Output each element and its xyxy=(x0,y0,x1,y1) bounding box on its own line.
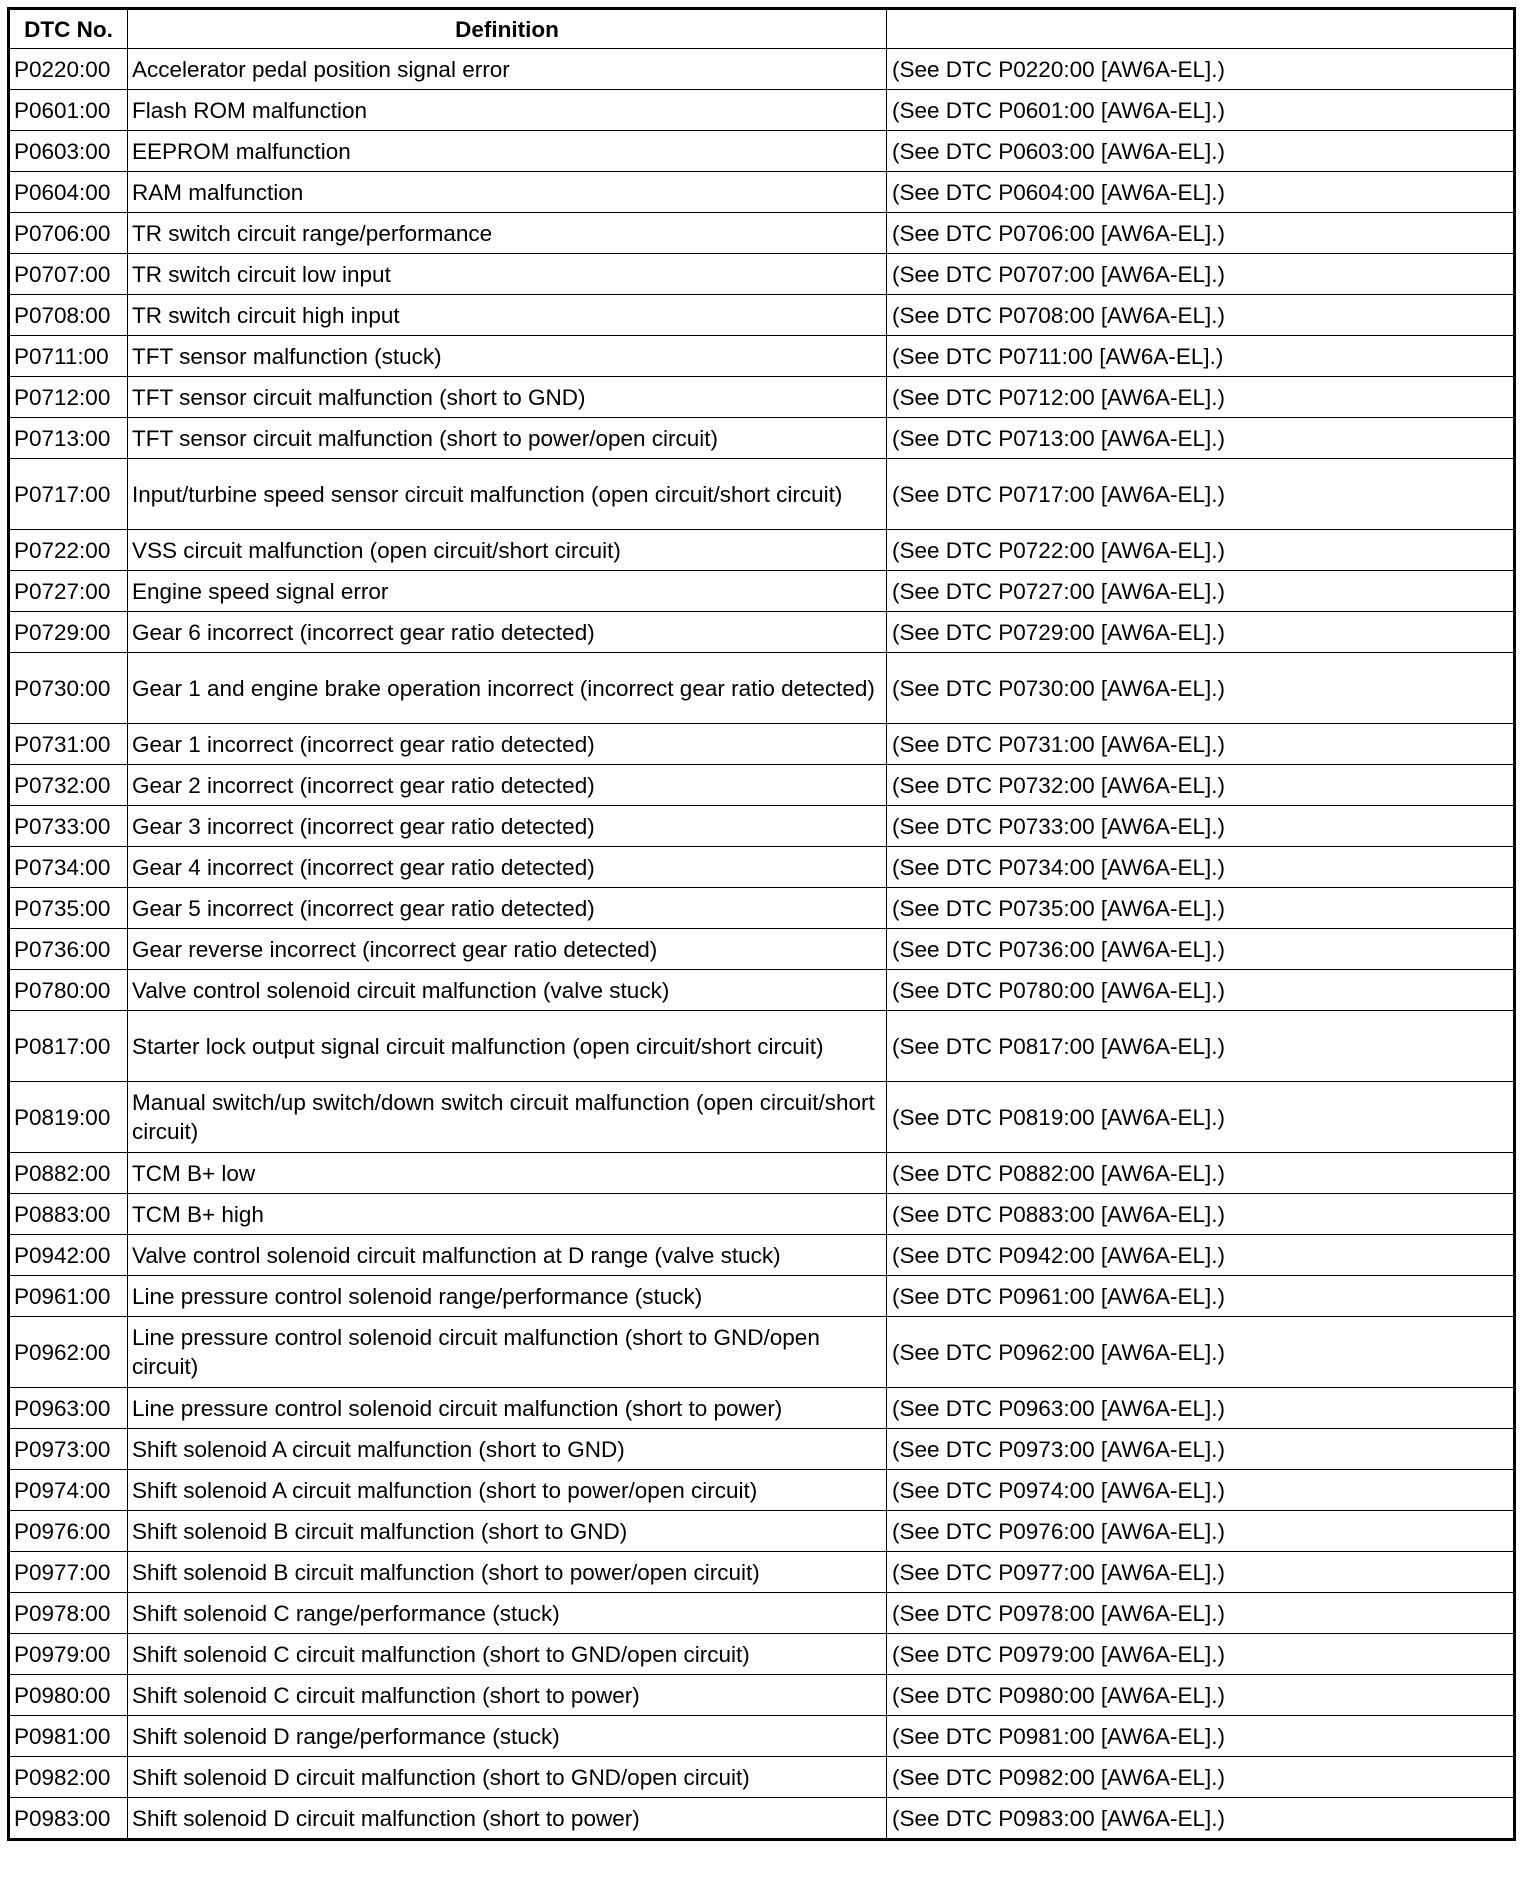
dtc-code-cell: P0220:00 xyxy=(9,49,128,90)
dtc-reference-cell: (See DTC P0603:00 [AW6A-EL].) xyxy=(887,131,1515,172)
dtc-definition-cell: Shift solenoid C range/performance (stuck) xyxy=(128,1593,887,1634)
dtc-definition-cell: Flash ROM malfunction xyxy=(128,90,887,131)
dtc-code-cell: P0882:00 xyxy=(9,1153,128,1194)
dtc-code-cell: P0601:00 xyxy=(9,90,128,131)
dtc-reference-cell: (See DTC P0713:00 [AW6A-EL].) xyxy=(887,418,1515,459)
dtc-definition-cell: Gear reverse incorrect (incorrect gear ratio detected) xyxy=(128,929,887,970)
table-row xyxy=(9,1716,1515,1757)
table-row xyxy=(9,90,1515,131)
dtc-reference-cell: (See DTC P0817:00 [AW6A-EL].) xyxy=(887,1011,1515,1082)
dtc-definition-cell: EEPROM malfunction xyxy=(128,131,887,172)
dtc-definition-cell: Valve control solenoid circuit malfunction (valve stuck) xyxy=(128,970,887,1011)
table-row xyxy=(9,1388,1515,1429)
dtc-definition-cell: Shift solenoid D range/performance (stuck) xyxy=(128,1716,887,1757)
dtc-code-cell: P0963:00 xyxy=(9,1388,128,1429)
dtc-reference-cell: (See DTC P0220:00 [AW6A-EL].) xyxy=(887,49,1515,90)
dtc-code-cell: P0736:00 xyxy=(9,929,128,970)
table-row xyxy=(9,1276,1515,1317)
table-row xyxy=(9,459,1515,530)
table-body xyxy=(9,49,1515,1840)
table-row xyxy=(9,1153,1515,1194)
dtc-reference-cell: (See DTC P0727:00 [AW6A-EL].) xyxy=(887,571,1515,612)
dtc-reference-cell: (See DTC P0731:00 [AW6A-EL].) xyxy=(887,724,1515,765)
dtc-definition-cell: RAM malfunction xyxy=(128,172,887,213)
dtc-reference-cell: (See DTC P0974:00 [AW6A-EL].) xyxy=(887,1470,1515,1511)
dtc-definition-cell: Shift solenoid C circuit malfunction (short to power) xyxy=(128,1675,887,1716)
dtc-code-cell: P0977:00 xyxy=(9,1552,128,1593)
dtc-definition-cell: Gear 4 incorrect (incorrect gear ratio detected) xyxy=(128,847,887,888)
dtc-code-cell: P0707:00 xyxy=(9,254,128,295)
dtc-code-cell: P0817:00 xyxy=(9,1011,128,1082)
dtc-code-cell: P0734:00 xyxy=(9,847,128,888)
table-row xyxy=(9,1194,1515,1235)
dtc-reference-cell: (See DTC P0729:00 [AW6A-EL].) xyxy=(887,612,1515,653)
dtc-definition-cell: Shift solenoid C circuit malfunction (short to GND/open circuit) xyxy=(128,1634,887,1675)
dtc-reference-cell: (See DTC P0981:00 [AW6A-EL].) xyxy=(887,1716,1515,1757)
table-row xyxy=(9,1675,1515,1716)
header-row xyxy=(9,9,1515,49)
table-row xyxy=(9,653,1515,724)
dtc-code-cell: P0978:00 xyxy=(9,1593,128,1634)
table-row xyxy=(9,49,1515,90)
dtc-code-cell: P0983:00 xyxy=(9,1798,128,1840)
dtc-reference-cell: (See DTC P0708:00 [AW6A-EL].) xyxy=(887,295,1515,336)
dtc-reference-cell: (See DTC P0734:00 [AW6A-EL].) xyxy=(887,847,1515,888)
header-reference xyxy=(887,9,1515,49)
dtc-reference-cell: (See DTC P0961:00 [AW6A-EL].) xyxy=(887,1276,1515,1317)
dtc-code-cell: P0733:00 xyxy=(9,806,128,847)
dtc-code-cell: P0730:00 xyxy=(9,653,128,724)
dtc-reference-cell: (See DTC P0722:00 [AW6A-EL].) xyxy=(887,530,1515,571)
table-row xyxy=(9,724,1515,765)
dtc-definition-cell: TFT sensor circuit malfunction (short to power/open circuit) xyxy=(128,418,887,459)
table-row xyxy=(9,254,1515,295)
dtc-code-cell: P0732:00 xyxy=(9,765,128,806)
dtc-code-cell: P0603:00 xyxy=(9,131,128,172)
table-row xyxy=(9,295,1515,336)
dtc-table xyxy=(7,7,1516,1841)
table-row xyxy=(9,847,1515,888)
table-row xyxy=(9,213,1515,254)
dtc-code-cell: P0712:00 xyxy=(9,377,128,418)
dtc-definition-cell: Shift solenoid A circuit malfunction (short to power/open circuit) xyxy=(128,1470,887,1511)
table-row xyxy=(9,1082,1515,1153)
dtc-definition-cell: Gear 5 incorrect (incorrect gear ratio detected) xyxy=(128,888,887,929)
dtc-reference-cell: (See DTC P0982:00 [AW6A-EL].) xyxy=(887,1757,1515,1798)
table-row xyxy=(9,612,1515,653)
dtc-reference-cell: (See DTC P0735:00 [AW6A-EL].) xyxy=(887,888,1515,929)
dtc-reference-cell: (See DTC P0706:00 [AW6A-EL].) xyxy=(887,213,1515,254)
dtc-definition-cell: TCM B+ high xyxy=(128,1194,887,1235)
dtc-definition-cell: Line pressure control solenoid circuit malfunction (short to power) xyxy=(128,1388,887,1429)
dtc-reference-cell: (See DTC P0963:00 [AW6A-EL].) xyxy=(887,1388,1515,1429)
dtc-code-cell: P0974:00 xyxy=(9,1470,128,1511)
dtc-reference-cell: (See DTC P0712:00 [AW6A-EL].) xyxy=(887,377,1515,418)
dtc-code-cell: P0973:00 xyxy=(9,1429,128,1470)
table-row xyxy=(9,1634,1515,1675)
dtc-reference-cell: (See DTC P0942:00 [AW6A-EL].) xyxy=(887,1235,1515,1276)
dtc-reference-cell: (See DTC P0604:00 [AW6A-EL].) xyxy=(887,172,1515,213)
dtc-reference-cell: (See DTC P0980:00 [AW6A-EL].) xyxy=(887,1675,1515,1716)
table-row xyxy=(9,418,1515,459)
table-row xyxy=(9,1552,1515,1593)
dtc-code-cell: P0780:00 xyxy=(9,970,128,1011)
dtc-definition-cell: TCM B+ low xyxy=(128,1153,887,1194)
table-row xyxy=(9,1011,1515,1082)
dtc-reference-cell: (See DTC P0711:00 [AW6A-EL].) xyxy=(887,336,1515,377)
dtc-definition-cell: VSS circuit malfunction (open circuit/short circuit) xyxy=(128,530,887,571)
table-row xyxy=(9,929,1515,970)
dtc-code-cell: P0981:00 xyxy=(9,1716,128,1757)
dtc-definition-cell: Line pressure control solenoid range/performance (stuck) xyxy=(128,1276,887,1317)
dtc-definition-cell: Shift solenoid D circuit malfunction (short to power) xyxy=(128,1798,887,1840)
dtc-code-cell: P0729:00 xyxy=(9,612,128,653)
dtc-definition-cell: Shift solenoid A circuit malfunction (short to GND) xyxy=(128,1429,887,1470)
table-header xyxy=(9,9,1515,49)
table-row xyxy=(9,888,1515,929)
table-row xyxy=(9,1757,1515,1798)
dtc-reference-cell: (See DTC P0977:00 [AW6A-EL].) xyxy=(887,1552,1515,1593)
dtc-definition-cell: Shift solenoid B circuit malfunction (short to power/open circuit) xyxy=(128,1552,887,1593)
dtc-reference-cell: (See DTC P0730:00 [AW6A-EL].) xyxy=(887,653,1515,724)
dtc-reference-cell: (See DTC P0707:00 [AW6A-EL].) xyxy=(887,254,1515,295)
dtc-code-cell: P0706:00 xyxy=(9,213,128,254)
dtc-definition-cell: Manual switch/up switch/down switch circuit malfunction (open circuit/short circuit) xyxy=(128,1082,887,1153)
dtc-code-cell: P0731:00 xyxy=(9,724,128,765)
header-dtc-no: DTC No. xyxy=(9,9,128,49)
dtc-reference-cell: (See DTC P0983:00 [AW6A-EL].) xyxy=(887,1798,1515,1840)
dtc-reference-cell: (See DTC P0978:00 [AW6A-EL].) xyxy=(887,1593,1515,1634)
dtc-code-cell: P0883:00 xyxy=(9,1194,128,1235)
dtc-code-cell: P0604:00 xyxy=(9,172,128,213)
dtc-reference-cell: (See DTC P0601:00 [AW6A-EL].) xyxy=(887,90,1515,131)
dtc-code-cell: P0717:00 xyxy=(9,459,128,530)
dtc-code-cell: P0727:00 xyxy=(9,571,128,612)
dtc-reference-cell: (See DTC P0733:00 [AW6A-EL].) xyxy=(887,806,1515,847)
table-row xyxy=(9,530,1515,571)
dtc-definition-cell: Starter lock output signal circuit malfunction (open circuit/short circuit) xyxy=(128,1011,887,1082)
dtc-definition-cell: Valve control solenoid circuit malfunction at D range (valve stuck) xyxy=(128,1235,887,1276)
table-row xyxy=(9,1429,1515,1470)
dtc-definition-cell: Shift solenoid D circuit malfunction (short to GND/open circuit) xyxy=(128,1757,887,1798)
dtc-definition-cell: Shift solenoid B circuit malfunction (short to GND) xyxy=(128,1511,887,1552)
table-row xyxy=(9,1470,1515,1511)
table-row xyxy=(9,1798,1515,1840)
dtc-code-cell: P0982:00 xyxy=(9,1757,128,1798)
dtc-definition-cell: Gear 3 incorrect (incorrect gear ratio detected) xyxy=(128,806,887,847)
dtc-definition-cell: TR switch circuit range/performance xyxy=(128,213,887,254)
dtc-definition-cell: Gear 1 and engine brake operation incorrect (incorrect gear ratio detected) xyxy=(128,653,887,724)
dtc-reference-cell: (See DTC P0717:00 [AW6A-EL].) xyxy=(887,459,1515,530)
dtc-reference-cell: (See DTC P0732:00 [AW6A-EL].) xyxy=(887,765,1515,806)
dtc-code-cell: P0976:00 xyxy=(9,1511,128,1552)
table-row xyxy=(9,571,1515,612)
dtc-code-cell: P0980:00 xyxy=(9,1675,128,1716)
dtc-reference-cell: (See DTC P0819:00 [AW6A-EL].) xyxy=(887,1082,1515,1153)
table-row xyxy=(9,172,1515,213)
header-definition: Definition xyxy=(128,9,887,49)
table-row xyxy=(9,336,1515,377)
table-row xyxy=(9,765,1515,806)
dtc-definition-cell: TFT sensor circuit malfunction (short to GND) xyxy=(128,377,887,418)
dtc-definition-cell: Gear 1 incorrect (incorrect gear ratio detected) xyxy=(128,724,887,765)
dtc-definition-cell: TFT sensor malfunction (stuck) xyxy=(128,336,887,377)
dtc-code-cell: P0722:00 xyxy=(9,530,128,571)
dtc-definition-cell: Gear 6 incorrect (incorrect gear ratio detected) xyxy=(128,612,887,653)
table-row xyxy=(9,1593,1515,1634)
dtc-code-cell: P0961:00 xyxy=(9,1276,128,1317)
dtc-reference-cell: (See DTC P0780:00 [AW6A-EL].) xyxy=(887,970,1515,1011)
dtc-code-cell: P0979:00 xyxy=(9,1634,128,1675)
dtc-code-cell: P0711:00 xyxy=(9,336,128,377)
dtc-definition-cell: TR switch circuit high input xyxy=(128,295,887,336)
dtc-reference-cell: (See DTC P0883:00 [AW6A-EL].) xyxy=(887,1194,1515,1235)
dtc-reference-cell: (See DTC P0979:00 [AW6A-EL].) xyxy=(887,1634,1515,1675)
dtc-code-cell: P0819:00 xyxy=(9,1082,128,1153)
table-row xyxy=(9,806,1515,847)
dtc-definition-cell: TR switch circuit low input xyxy=(128,254,887,295)
dtc-code-cell: P0942:00 xyxy=(9,1235,128,1276)
dtc-definition-cell: Engine speed signal error xyxy=(128,571,887,612)
dtc-reference-cell: (See DTC P0962:00 [AW6A-EL].) xyxy=(887,1317,1515,1388)
table-row xyxy=(9,1235,1515,1276)
dtc-code-cell: P0962:00 xyxy=(9,1317,128,1388)
dtc-code-cell: P0713:00 xyxy=(9,418,128,459)
table-row xyxy=(9,377,1515,418)
table-row xyxy=(9,1317,1515,1388)
table-row xyxy=(9,1511,1515,1552)
dtc-definition-cell: Line pressure control solenoid circuit malfunction (short to GND/open circuit) xyxy=(128,1317,887,1388)
table-row xyxy=(9,970,1515,1011)
dtc-reference-cell: (See DTC P0973:00 [AW6A-EL].) xyxy=(887,1429,1515,1470)
dtc-code-cell: P0708:00 xyxy=(9,295,128,336)
dtc-definition-cell: Gear 2 incorrect (incorrect gear ratio detected) xyxy=(128,765,887,806)
table-row xyxy=(9,131,1515,172)
dtc-reference-cell: (See DTC P0736:00 [AW6A-EL].) xyxy=(887,929,1515,970)
dtc-definition-cell: Accelerator pedal position signal error xyxy=(128,49,887,90)
dtc-reference-cell: (See DTC P0976:00 [AW6A-EL].) xyxy=(887,1511,1515,1552)
dtc-definition-cell: Input/turbine speed sensor circuit malfunction (open circuit/short circuit) xyxy=(128,459,887,530)
dtc-code-cell: P0735:00 xyxy=(9,888,128,929)
dtc-reference-cell: (See DTC P0882:00 [AW6A-EL].) xyxy=(887,1153,1515,1194)
